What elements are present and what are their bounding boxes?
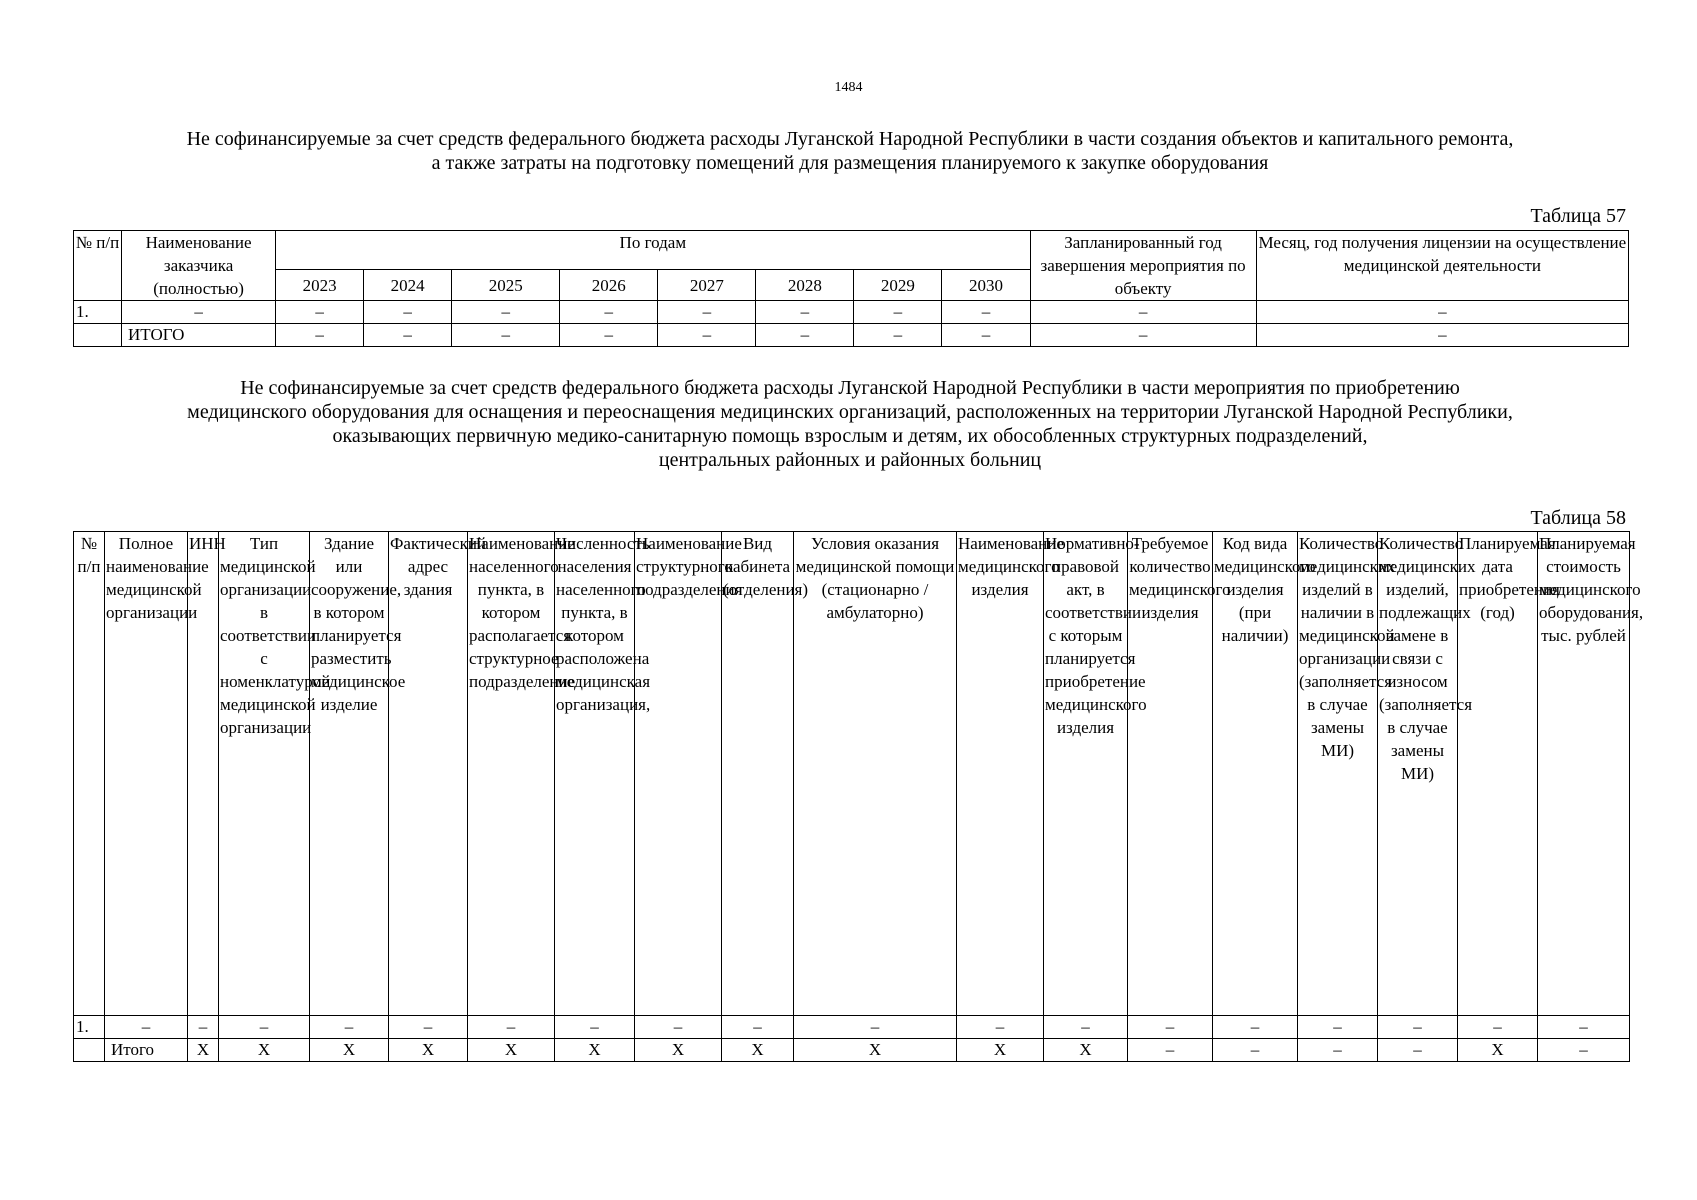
header-year: 2024 — [364, 270, 452, 301]
header-subdivision: Наименование структурного подразделения — [635, 532, 722, 1016]
header-population: Численность населения населенного пункта, в котором расположена медицинская организация, — [555, 532, 635, 1016]
table-cell: – — [1298, 1039, 1378, 1062]
table-cell: – — [1213, 1016, 1298, 1039]
table-cell: – — [1378, 1016, 1458, 1039]
table-cell: Х — [1458, 1039, 1538, 1062]
header-year: 2028 — [756, 270, 854, 301]
table-cell: – — [722, 1016, 794, 1039]
heading-line: оказывающих первичную медико-санитарную помощь взрослым и детям, их обособленных структурных подразделений, — [332, 425, 1368, 447]
header-address: Фактический адрес здания — [389, 532, 468, 1016]
table-cell: – — [364, 301, 452, 324]
table-cell: – — [942, 301, 1030, 324]
table-cell: – — [1538, 1039, 1630, 1062]
table-cell: Х — [794, 1039, 957, 1062]
table-58-label: Таблица 58 — [1530, 507, 1626, 529]
table-row-total — [74, 324, 1629, 347]
header-org-name: Полное наименование медицинской организации — [105, 532, 188, 1016]
table-cell: Х — [219, 1039, 310, 1062]
header-cabinet-type: Вид кабинета (отделения) — [722, 532, 794, 1016]
table-cell: – — [452, 301, 560, 324]
table-cell: – — [560, 301, 658, 324]
table-cell: – — [1378, 1039, 1458, 1062]
table-cell: – — [276, 301, 364, 324]
table-cell: – — [389, 1016, 468, 1039]
header-org-type: Тип медицинской организации в соответствии с номенклатурой медицинской организации — [219, 532, 310, 1016]
table-row-total — [74, 1039, 1630, 1062]
header-building: Здание или сооружение, в котором планируется разместить медицинское изделие — [310, 532, 389, 1016]
heading-table-58 — [60, 376, 1640, 472]
table-row — [74, 301, 1629, 324]
header-customer-name: Наименование заказчика (полностью) — [122, 231, 276, 301]
header-device-name: Наименование медицинского изделия — [957, 532, 1044, 1016]
table-cell: – — [276, 324, 364, 347]
header-required-qty: Требуемое количество медицинского изделия — [1128, 532, 1213, 1016]
table-cell: Х — [722, 1039, 794, 1062]
table-cell: – — [957, 1016, 1044, 1039]
table-cell: Х — [957, 1039, 1044, 1062]
page-number: 1484 — [834, 80, 863, 95]
header-device-code: Код вида медицинского изделия (при наличии) — [1213, 532, 1298, 1016]
table-cell: Х — [555, 1039, 635, 1062]
table-cell: Х — [389, 1039, 468, 1062]
table-cell: – — [364, 324, 452, 347]
heading-line: а также затраты на подготовку помещений для размещения планируемого к закупке оборудования — [431, 152, 1269, 174]
table-cell: – — [1256, 324, 1628, 347]
header-year: 2025 — [452, 270, 560, 301]
header-inn: ИНН — [188, 532, 219, 1016]
header-license-date: Месяц, год получения лицензии на осуществление медицинской деятельности — [1256, 231, 1628, 301]
heading-line: Не софинансируемые за счет средств федерального бюджета расходы Луганской Народной Республики в части мероприятия по приобретению — [240, 377, 1460, 399]
table-cell: – — [658, 301, 756, 324]
table-cell — [74, 1039, 105, 1062]
table-cell: Х — [310, 1039, 389, 1062]
table-57-label: Таблица 57 — [1530, 205, 1626, 227]
header-num: № п/п — [74, 532, 105, 1016]
header-year: 2030 — [942, 270, 1030, 301]
table-cell: – — [1030, 324, 1256, 347]
table-cell: – — [1458, 1016, 1538, 1039]
table-cell: – — [1256, 301, 1628, 324]
table-57-header-row — [74, 231, 1629, 270]
table-cell: – — [555, 1016, 635, 1039]
header-year: 2026 — [560, 270, 658, 301]
table-cell: – — [854, 324, 942, 347]
table-cell: – — [794, 1016, 957, 1039]
total-label: Итого — [105, 1039, 188, 1062]
header-care-conditions: Условия оказания медицинской помощи (стационарно / амбулаторно) — [794, 532, 957, 1016]
table-cell: 1. — [74, 1016, 105, 1039]
header-num: № п/п — [74, 231, 122, 301]
table-cell: – — [635, 1016, 722, 1039]
table-cell — [74, 324, 122, 347]
table-cell: 1. — [74, 301, 122, 324]
header-cost: Планируемая стоимость медицинского оборудования, тыс. рублей — [1538, 532, 1630, 1016]
heading-line: медицинского оборудования для оснащения и переоснащения медицинских организаций, расположенных на территории Луганской Народной Республики, — [187, 401, 1513, 423]
heading-line: центральных районных и районных больниц — [658, 449, 1042, 471]
table-cell: Х — [188, 1039, 219, 1062]
table-cell: Х — [1044, 1039, 1128, 1062]
heading-table-57 — [60, 127, 1640, 175]
table-cell: – — [756, 324, 854, 347]
header-settlement: Наименование населенного пункта, в котором располагается структурное подразделение — [468, 532, 555, 1016]
header-year: 2027 — [658, 270, 756, 301]
header-qty-replace: Количество медицинских изделий, подлежащих замене в связи с износом (заполняется в случае замены МИ) — [1378, 532, 1458, 1016]
total-label: ИТОГО — [122, 324, 276, 347]
table-58 — [73, 531, 1644, 1062]
table-cell: – — [1538, 1016, 1630, 1039]
header-purchase-date: Планируемая дата приобретения (год) — [1458, 532, 1538, 1016]
header-qty-available: Количество медицинских изделий в наличии в медицинской организации (заполняется в случае замены МИ) — [1298, 532, 1378, 1016]
heading-line: Не софинансируемые за счет средств федерального бюджета расходы Луганской Народной Республики в части создания объектов и капитального ремонта, — [186, 128, 1514, 150]
table-cell: – — [1128, 1016, 1213, 1039]
table-cell: – — [560, 324, 658, 347]
header-planned-year: Запланированный год завершения мероприятия по объекту — [1030, 231, 1256, 301]
table-cell: – — [756, 301, 854, 324]
header-by-years: По годам — [276, 231, 1030, 270]
table-cell: – — [452, 324, 560, 347]
table-57 — [73, 230, 1629, 347]
table-cell: – — [468, 1016, 555, 1039]
table-cell: – — [188, 1016, 219, 1039]
table-cell: – — [1044, 1016, 1128, 1039]
table-cell: – — [122, 301, 276, 324]
table-cell: – — [658, 324, 756, 347]
table-cell: – — [1213, 1039, 1298, 1062]
table-cell: – — [310, 1016, 389, 1039]
table-cell: Х — [468, 1039, 555, 1062]
table-cell: – — [942, 324, 1030, 347]
table-cell: – — [105, 1016, 188, 1039]
table-cell: – — [854, 301, 942, 324]
table-cell: – — [1298, 1016, 1378, 1039]
header-year: 2023 — [276, 270, 364, 301]
table-cell: – — [1030, 301, 1256, 324]
header-legal-act: Нормативно-правовой акт, в соответствии с которым планируется приобретение медицинского изделия — [1044, 532, 1128, 1016]
table-58-header-row — [74, 532, 1630, 1016]
table-cell: – — [1128, 1039, 1213, 1062]
header-year: 2029 — [854, 270, 942, 301]
table-cell: – — [219, 1016, 310, 1039]
table-row — [74, 1016, 1630, 1039]
table-cell: Х — [635, 1039, 722, 1062]
